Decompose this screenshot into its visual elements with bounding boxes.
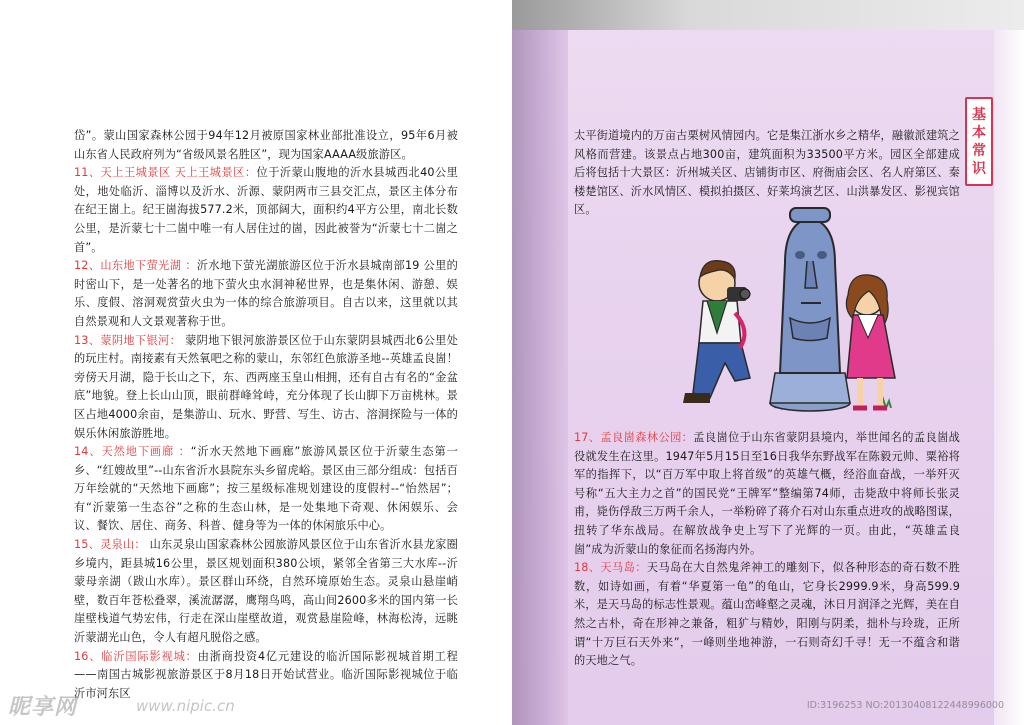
section-16 [74, 648, 458, 704]
top-gray-band [512, 0, 1024, 30]
section-body: 沂水地下萤光湖旅游区位于沂水县城南部19 公里的时密山下，是一处著名的地下萤火虫水洞神秘世界，也是集休闲、游憩、娱乐、度假、溶洞观赏萤火虫为一体的综合旅游项目。自古以来，这里就以其自然景观和人文景观著称于世。 [74, 259, 458, 328]
section-number: 17、 [574, 431, 601, 444]
section-number: 12、 [74, 259, 101, 273]
section-title: 孟良崮森林公园： [600, 431, 694, 444]
section-body: 山东灵泉山国家森林公园旅游风景区位于山东省沂水县龙家圈乡境内，距县城16公里，景区规划面积380公顷，紧邻全省第三大水库--沂蒙母亲湖（跋山水库）。景区群山环绕，自然环境原始生态。灵泉山悬崖峭壁，数百年苍松叠翠，溪流潺潺，鹰翔鸟鸣，高山间2600多米的国内第一长崖壁栈道气势宏伟，行走在深山崖壁故道，观赏悬崖险峰，林海松涛，远眺沂蒙湖光山色，令人有超凡脱俗之感。 [74, 538, 459, 645]
section-body: 位于沂蒙山腹地的沂水县城西北40公里处，地处临沂、淄博以及沂水、沂源、蒙阴两市三县交汇点，景区主体分布在纪王崮上。纪王崮海拔577.2米，顶部阔大，面积约4平方公里，南北长数公里，是沂蒙七十二崮中唯一有人居住过的崮，因此被誉为“沂蒙七十二崮之首”。 [74, 166, 459, 254]
statue-eye [795, 251, 805, 259]
section-15 [74, 536, 458, 648]
right-page-text-bottom [574, 429, 960, 671]
left-page-text [74, 127, 458, 703]
watermark-url: www.nipic.cn [136, 697, 235, 715]
section-body: 天马岛在大自然鬼斧神工的雕刻下，似各种形态的奇石数不胜数，如诗如画，有着“华夏第一龟”的龟山，它身长2999.9米，身高599.9米，是天马岛的标志性景观。蕴山峦峰壑之灵魂，沐日月润泽之光辉，美在自然之古朴，奇在形神之兼备，粗犷与精妙，阳刚与阴柔，拙朴与玲珑，正所谓“十万巨石天外来”，一峰则坐地神游，一石则奇幻千寻！无一不蕴含和谐的天地之气。 [574, 561, 960, 668]
tab-char: 常 [972, 142, 986, 159]
section-13 [74, 332, 458, 444]
tab-char: 基 [972, 106, 986, 123]
section-title: 蒙阴地下银河： [100, 333, 182, 347]
section-14 [74, 443, 458, 536]
section-number: 16、 [74, 649, 102, 663]
section-body: 蒙阴地下银河旅游景区位于山东蒙阴县城西北6公里处的玩庄村。南接素有天然氧吧之称的蒙山，东邻红色旅游圣地--英雄孟良崮！旁傍天月湖，隐于长山之下，东、西两座玉皇山相拥，还有自古有名的“金盆底”地貌。登上长山山顶，眼前群峰耸峙，充分体现了长山脚下万亩桃林。景区占地4000余亩，是集游山、玩水、野营、写生、访古、溶洞探险与一体的娱乐休闲旅游胜地。 [74, 333, 459, 440]
statue-pedestal [770, 373, 850, 403]
watermark-id: ID:3196253 NO:20130408122448996000 [806, 700, 1004, 711]
section-number: 13、 [74, 333, 101, 347]
camera-lens [740, 289, 750, 299]
section-number: 11、 [74, 166, 101, 180]
section-title: 天然地下画廊 ： [101, 445, 191, 459]
statue-hat [790, 208, 830, 222]
side-tab-basic-knowledge [965, 97, 993, 186]
section-title: 灵泉山： [100, 538, 146, 552]
paragraph: 太平街道境内的万亩古栗树风情园内。它是集江浙水乡之精华，融徽派建筑之风格而营建。该景点占地300亩，建筑面积为33500平方米。园区全部建成后将包括十大景区：沂州城关区、店铺街市区、府衙庙会区、名人府第区、秦楼楚馆区、沂水风情区、模拟拍摄区、好莱坞演艺区、山洪暴发区、影视宾馆区。 [574, 129, 960, 217]
section-number: 15、 [74, 538, 101, 552]
section-18 [574, 559, 960, 671]
cartoon-tourists-illustration [655, 203, 905, 423]
section-title: 山东地下萤光湖 ： [100, 259, 197, 273]
girl-legs [860, 378, 880, 408]
stone-statue [780, 218, 840, 373]
tab-char: 本 [972, 124, 986, 141]
right-edge-band [994, 30, 1024, 725]
section-body: “沂水天然地下画廊”旅游风景区位于沂蒙生态第一乡、“红嫂故里”--山东省沂水县院东头乡留虎峪。景区由三部分组成：包括百万年绘就的“天然地下画廊”；按三星级标准规划建设的度假村--“怡然居”；有“沂蒙第一生态谷”之称的生态山林，是一处集地下奇观、休闲娱乐、会议、餐饮、居住、商务、科普、健身等为一体的休闲旅乐中心。 [74, 445, 459, 533]
section-number: 18、 [574, 561, 601, 575]
section-body: 孟良崮位于山东省蒙阴县境内，举世闻名的孟良崮战役就发生在这里。1947年5月15日至16日我华东野战军在陈毅元帅、粟裕将军的指挥下，以“百万军中取上将首级”的英雄气概，经浴血奋战，一举歼灭号称“五大主力之首”的国民党“王牌军”整编第74师，击毙敌中将师长张灵甫，毙伤俘敌三万两千余人，一举粉碎了蒋介石对山东重点进攻的战略图谋，扭转了华东战局。在解放战争史上写下了光辉的一页。由此，“英雄孟良崮”成为沂蒙山的象征而名扬海内外。 [574, 431, 961, 556]
section-title: 临沂国际影视城： [101, 649, 198, 663]
section-body: 由浙商投资4亿元建设的临沂国际影视城首期工程——南国古城影视旅游景区于8月18日开始试营业。临沂国际影视城位于临沂市河东区 [74, 649, 459, 700]
section-11 [74, 164, 458, 257]
section-title: 天上王城景区 天上王城景区： [100, 166, 257, 180]
purple-side-band [512, 30, 568, 725]
watermark-logo: 昵享网 [8, 695, 78, 720]
statue-eye [817, 251, 827, 259]
tab-char: 识 [972, 160, 986, 177]
man-shoe [683, 393, 710, 403]
paragraph: 岱”。蒙山国家森林公园于94年12月被原国家林业部批准设立，95年6月被山东省人民政府列为“省级风景名胜区”，现为国家AAAA级旅游区。 [74, 129, 458, 161]
section-number: 14、 [74, 445, 102, 459]
section-12 [74, 257, 458, 331]
section-17 [574, 429, 960, 559]
section-title: 天马岛： [600, 561, 647, 575]
man-jeans [693, 343, 750, 398]
